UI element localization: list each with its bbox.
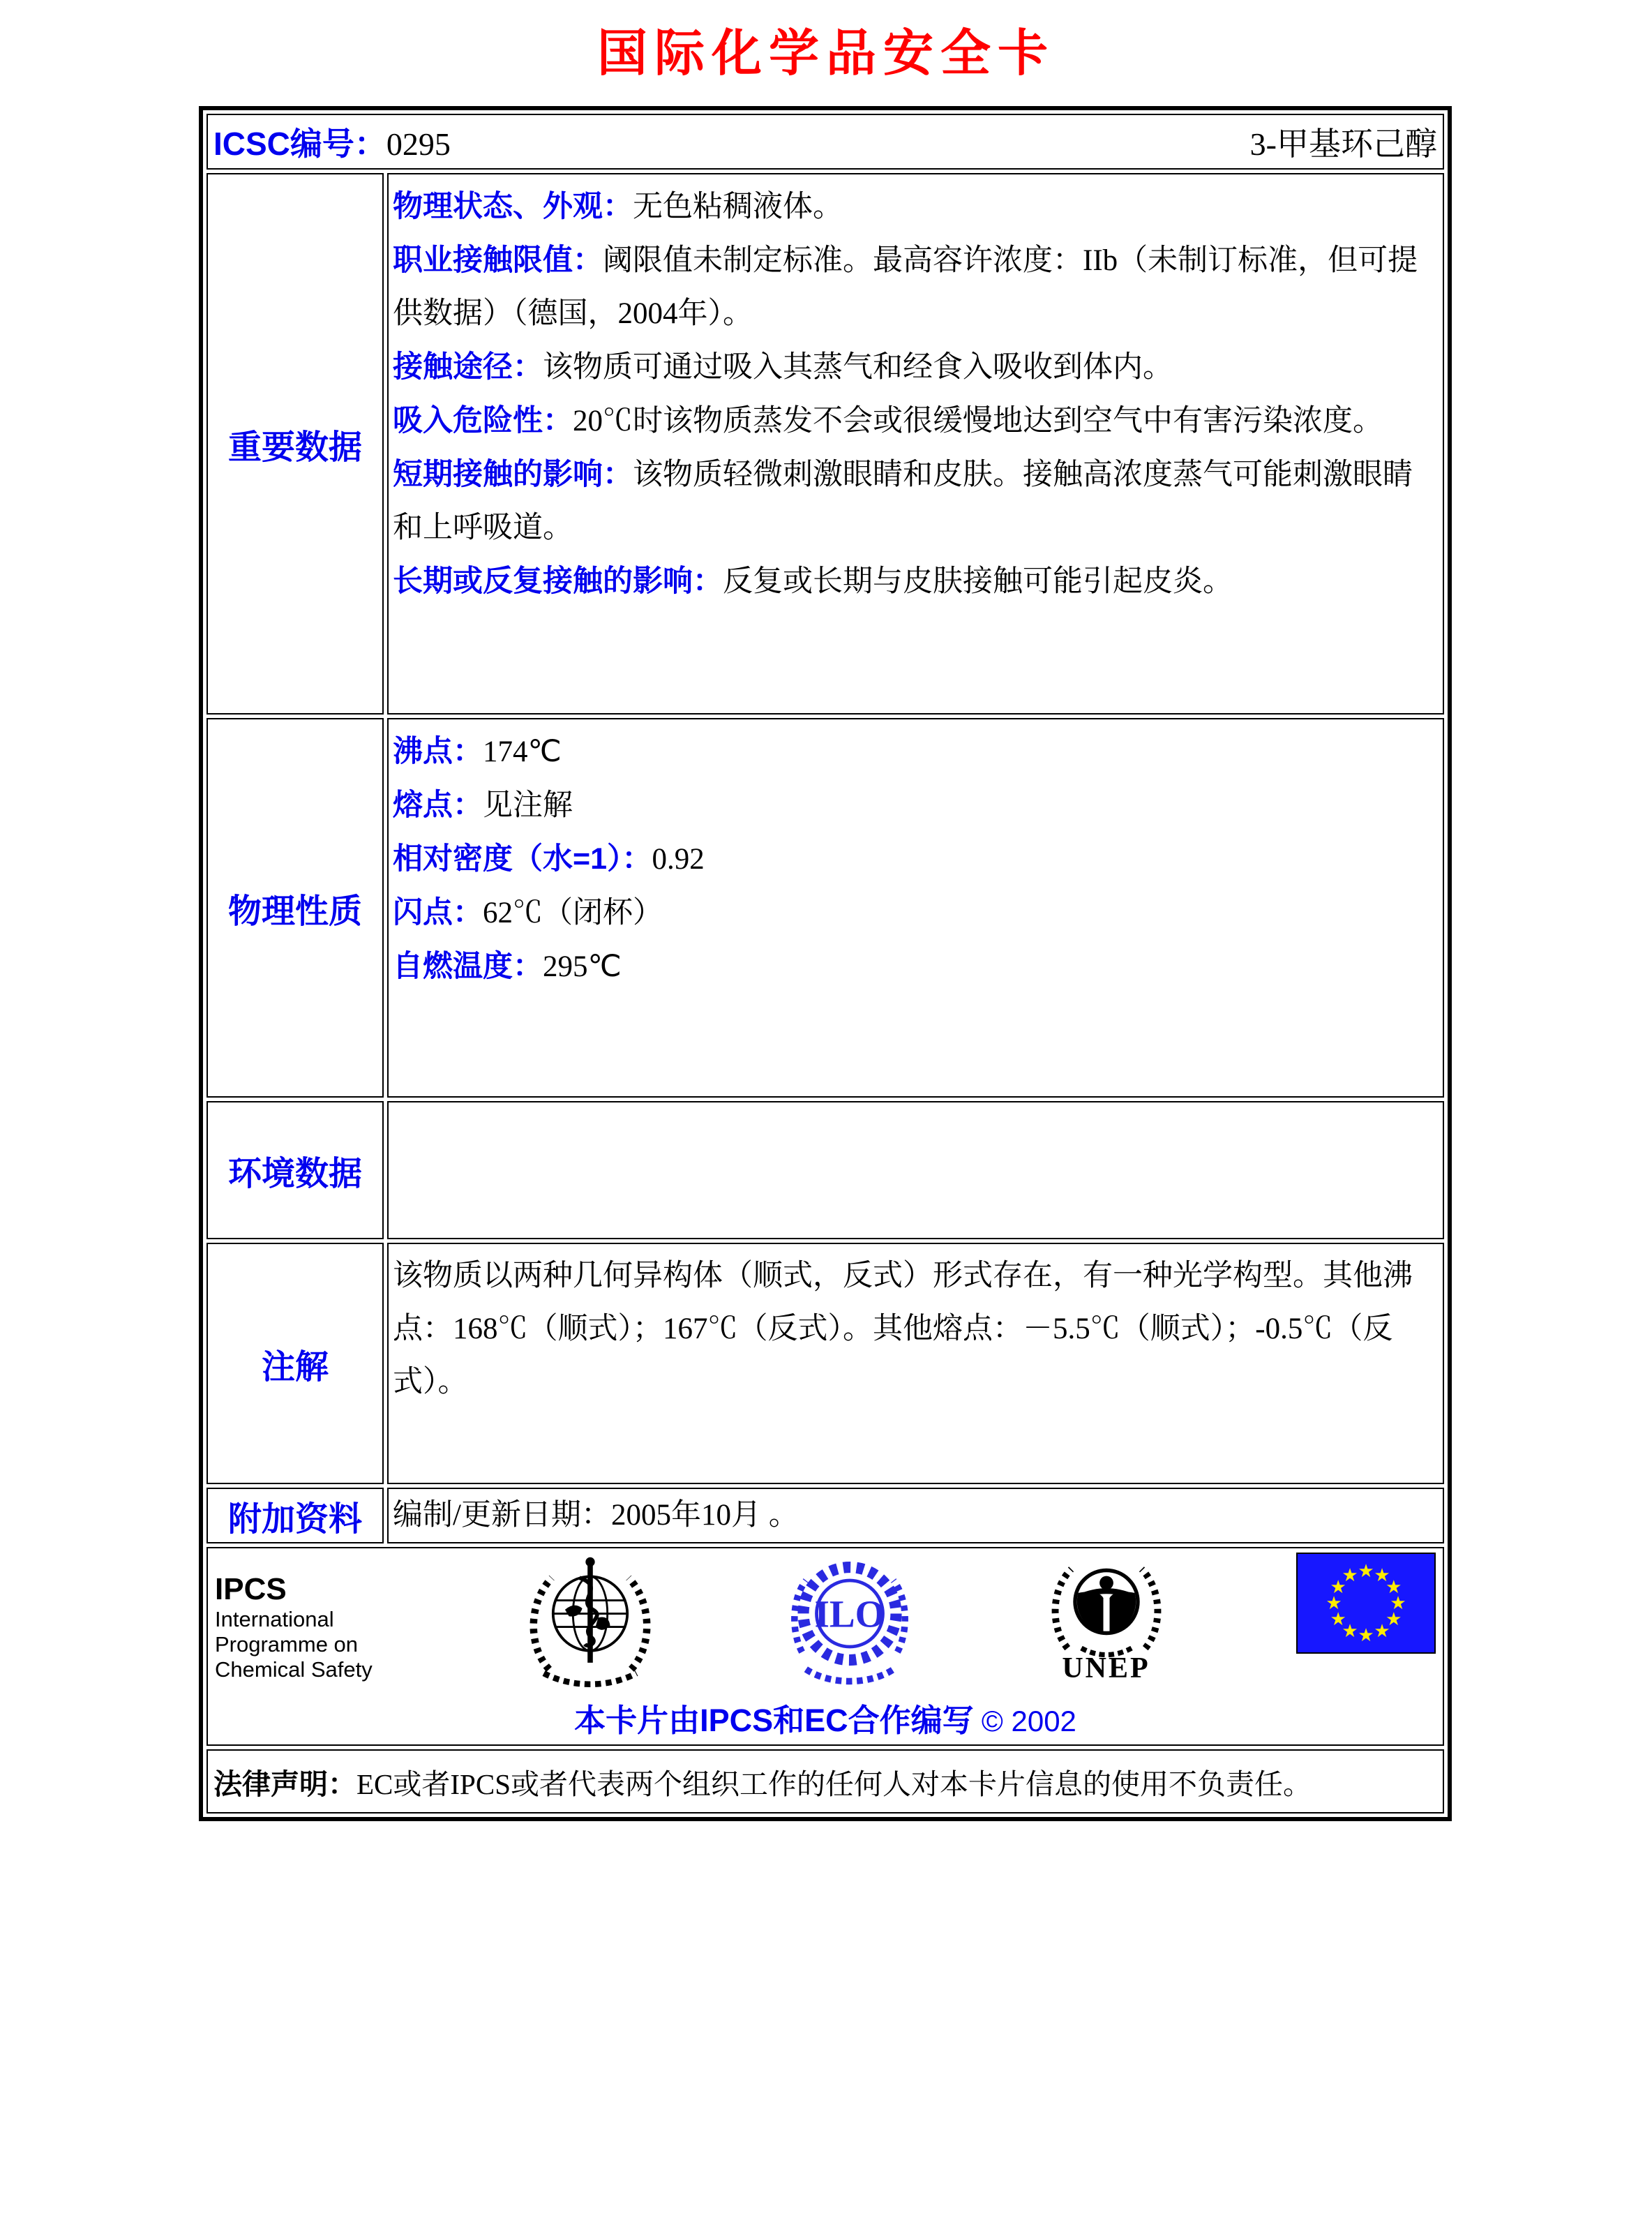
field-value: 该物质可通过吸入其蒸气和经食入吸收到体内。 <box>543 351 1173 384</box>
ipcs-title: IPCS <box>215 1572 287 1606</box>
ipcs-line: International <box>215 1607 334 1631</box>
field-line <box>393 180 1436 234</box>
important-data-row <box>206 173 1444 715</box>
notes-content <box>387 1243 1444 1484</box>
field-line <box>393 394 1436 448</box>
field-label: 接触途径： <box>393 350 543 384</box>
field-line <box>393 832 1436 886</box>
icsc-number-label: ICSC编号： <box>213 126 386 162</box>
field-value: 阈限值未制定标准。最高容许浓度：IIb（未制订标准，但可提供数据）（德国，2004年）。 <box>393 244 1418 330</box>
notes-row <box>206 1243 1444 1484</box>
field-value: 295℃ <box>543 950 622 983</box>
physical-properties-row <box>206 718 1444 1098</box>
field-value: 该物质轻微刺激眼睛和皮肤。接触高浓度蒸气可能刺激眼睛和上呼吸道。 <box>393 458 1413 544</box>
who-logo-icon <box>524 1553 656 1689</box>
field-label: 沸点： <box>393 735 483 768</box>
field-line <box>393 448 1436 555</box>
page-title: 国际化学品安全卡 <box>596 23 1055 82</box>
legal-label: 法律声明： <box>213 1767 356 1800</box>
logos-row <box>206 1547 1444 1746</box>
legal-text: EC或者IPCS或者代表两个组织工作的任何人对本卡片信息的使用不负责任。 <box>356 1767 1312 1800</box>
field-value: 174℃ <box>483 735 562 768</box>
eu-flag-icon <box>1296 1553 1436 1654</box>
chemical-name: 3-甲基环己醇 <box>1249 126 1437 162</box>
field-label: 吸入危险性： <box>393 404 573 438</box>
field-value: 0.92 <box>652 843 705 876</box>
logos-strip <box>215 1553 1436 1689</box>
section-label-important-data: 重要数据 <box>206 173 384 715</box>
section-label-physical-properties: 物理性质 <box>206 718 384 1098</box>
svg-text:★: ★ <box>1326 1593 1342 1614</box>
logos-cell <box>206 1547 1444 1746</box>
unep-logo-text: UNEP <box>1062 1652 1150 1684</box>
physical-properties-content <box>387 718 1444 1098</box>
field-line <box>393 341 1436 394</box>
field-line <box>393 1250 1436 1409</box>
field-label: 自燃温度： <box>393 950 543 983</box>
svg-text:★: ★ <box>1330 1609 1346 1630</box>
field-line <box>393 779 1436 832</box>
field-label: 短期接触的影响： <box>393 458 633 491</box>
field-value: 62℃（闭杯） <box>483 897 663 929</box>
unep-logo-icon <box>1044 1553 1169 1685</box>
additional-info-lines <box>393 1489 1436 1542</box>
ipcs-block <box>215 1553 396 1682</box>
field-value: 20℃时该物质蒸发不会或很缓慢地达到空气中有害污染浓度。 <box>573 405 1383 438</box>
field-label: 熔点： <box>393 788 483 822</box>
legal-row <box>206 1749 1444 1814</box>
legal-cell <box>206 1749 1444 1814</box>
field-label: 职业接触限值： <box>393 244 603 277</box>
svg-text:★: ★ <box>1342 1620 1358 1642</box>
svg-text:★: ★ <box>1386 1609 1402 1630</box>
svg-text:★: ★ <box>1342 1565 1358 1587</box>
icsc-card <box>199 106 1452 1821</box>
svg-text:★: ★ <box>1358 1625 1374 1646</box>
section-label-additional-info: 附加资料 <box>206 1488 384 1543</box>
ipcs-line: Programme on <box>215 1632 359 1657</box>
svg-text:★: ★ <box>1390 1593 1406 1614</box>
environmental-data-row <box>206 1101 1444 1239</box>
field-label: 物理状态、外观： <box>393 190 633 223</box>
icsc-number-group <box>213 119 451 165</box>
field-line <box>393 234 1436 341</box>
important-data-content <box>387 173 1444 715</box>
ipcs-line: Chemical Safety <box>215 1657 373 1682</box>
ilo-logo-text: ILO <box>814 1592 885 1636</box>
additional-info-row <box>206 1488 1444 1543</box>
field-line <box>393 1489 1436 1542</box>
environmental-data-content <box>387 1101 1444 1239</box>
additional-info-content <box>387 1488 1444 1543</box>
physical-properties-lines <box>393 725 1436 994</box>
field-value: 编制/更新日期：2005年10月 。 <box>393 1499 799 1532</box>
field-line <box>393 725 1436 779</box>
svg-text:★: ★ <box>1330 1577 1346 1598</box>
notes-lines <box>393 1250 1436 1409</box>
field-value: 无色粘稠液体。 <box>633 190 843 223</box>
svg-text:★: ★ <box>1374 1565 1390 1587</box>
field-line <box>393 886 1436 940</box>
svg-text:★: ★ <box>1358 1561 1374 1582</box>
copyright-text: © 2002 <box>981 1705 1076 1737</box>
field-label: 闪点： <box>393 896 483 929</box>
credit-line <box>215 1695 1436 1740</box>
field-value: 反复或长期与皮肤接触可能引起皮炎。 <box>723 565 1233 598</box>
field-line <box>393 555 1436 608</box>
important-data-lines <box>393 180 1436 608</box>
svg-text:★: ★ <box>1386 1577 1402 1598</box>
ilo-logo-icon <box>783 1553 916 1689</box>
credit-text: 本卡片由IPCS和EC合作编写 <box>574 1703 974 1738</box>
section-label-environmental-data: 环境数据 <box>206 1101 384 1239</box>
icsc-number-value: 0295 <box>386 126 451 162</box>
header-row <box>206 114 1444 170</box>
field-value: 见注解 <box>483 789 573 822</box>
field-label: 相对密度（水=1）： <box>393 842 652 876</box>
field-line <box>393 940 1436 994</box>
field-label: 长期或反复接触的影响： <box>393 564 723 598</box>
section-label-notes: 注解 <box>206 1243 384 1484</box>
card-table <box>203 110 1448 1817</box>
svg-text:★: ★ <box>1374 1620 1390 1642</box>
field-value: 该物质以两种几何异构体（顺式，反式）形式存在，有一种光学构型。其他沸点：168℃（顺式）；167℃（反式）。其他熔点：－5.5℃（顺式）；-0.5℃（反式）。 <box>393 1259 1413 1398</box>
header-cell <box>206 114 1444 170</box>
